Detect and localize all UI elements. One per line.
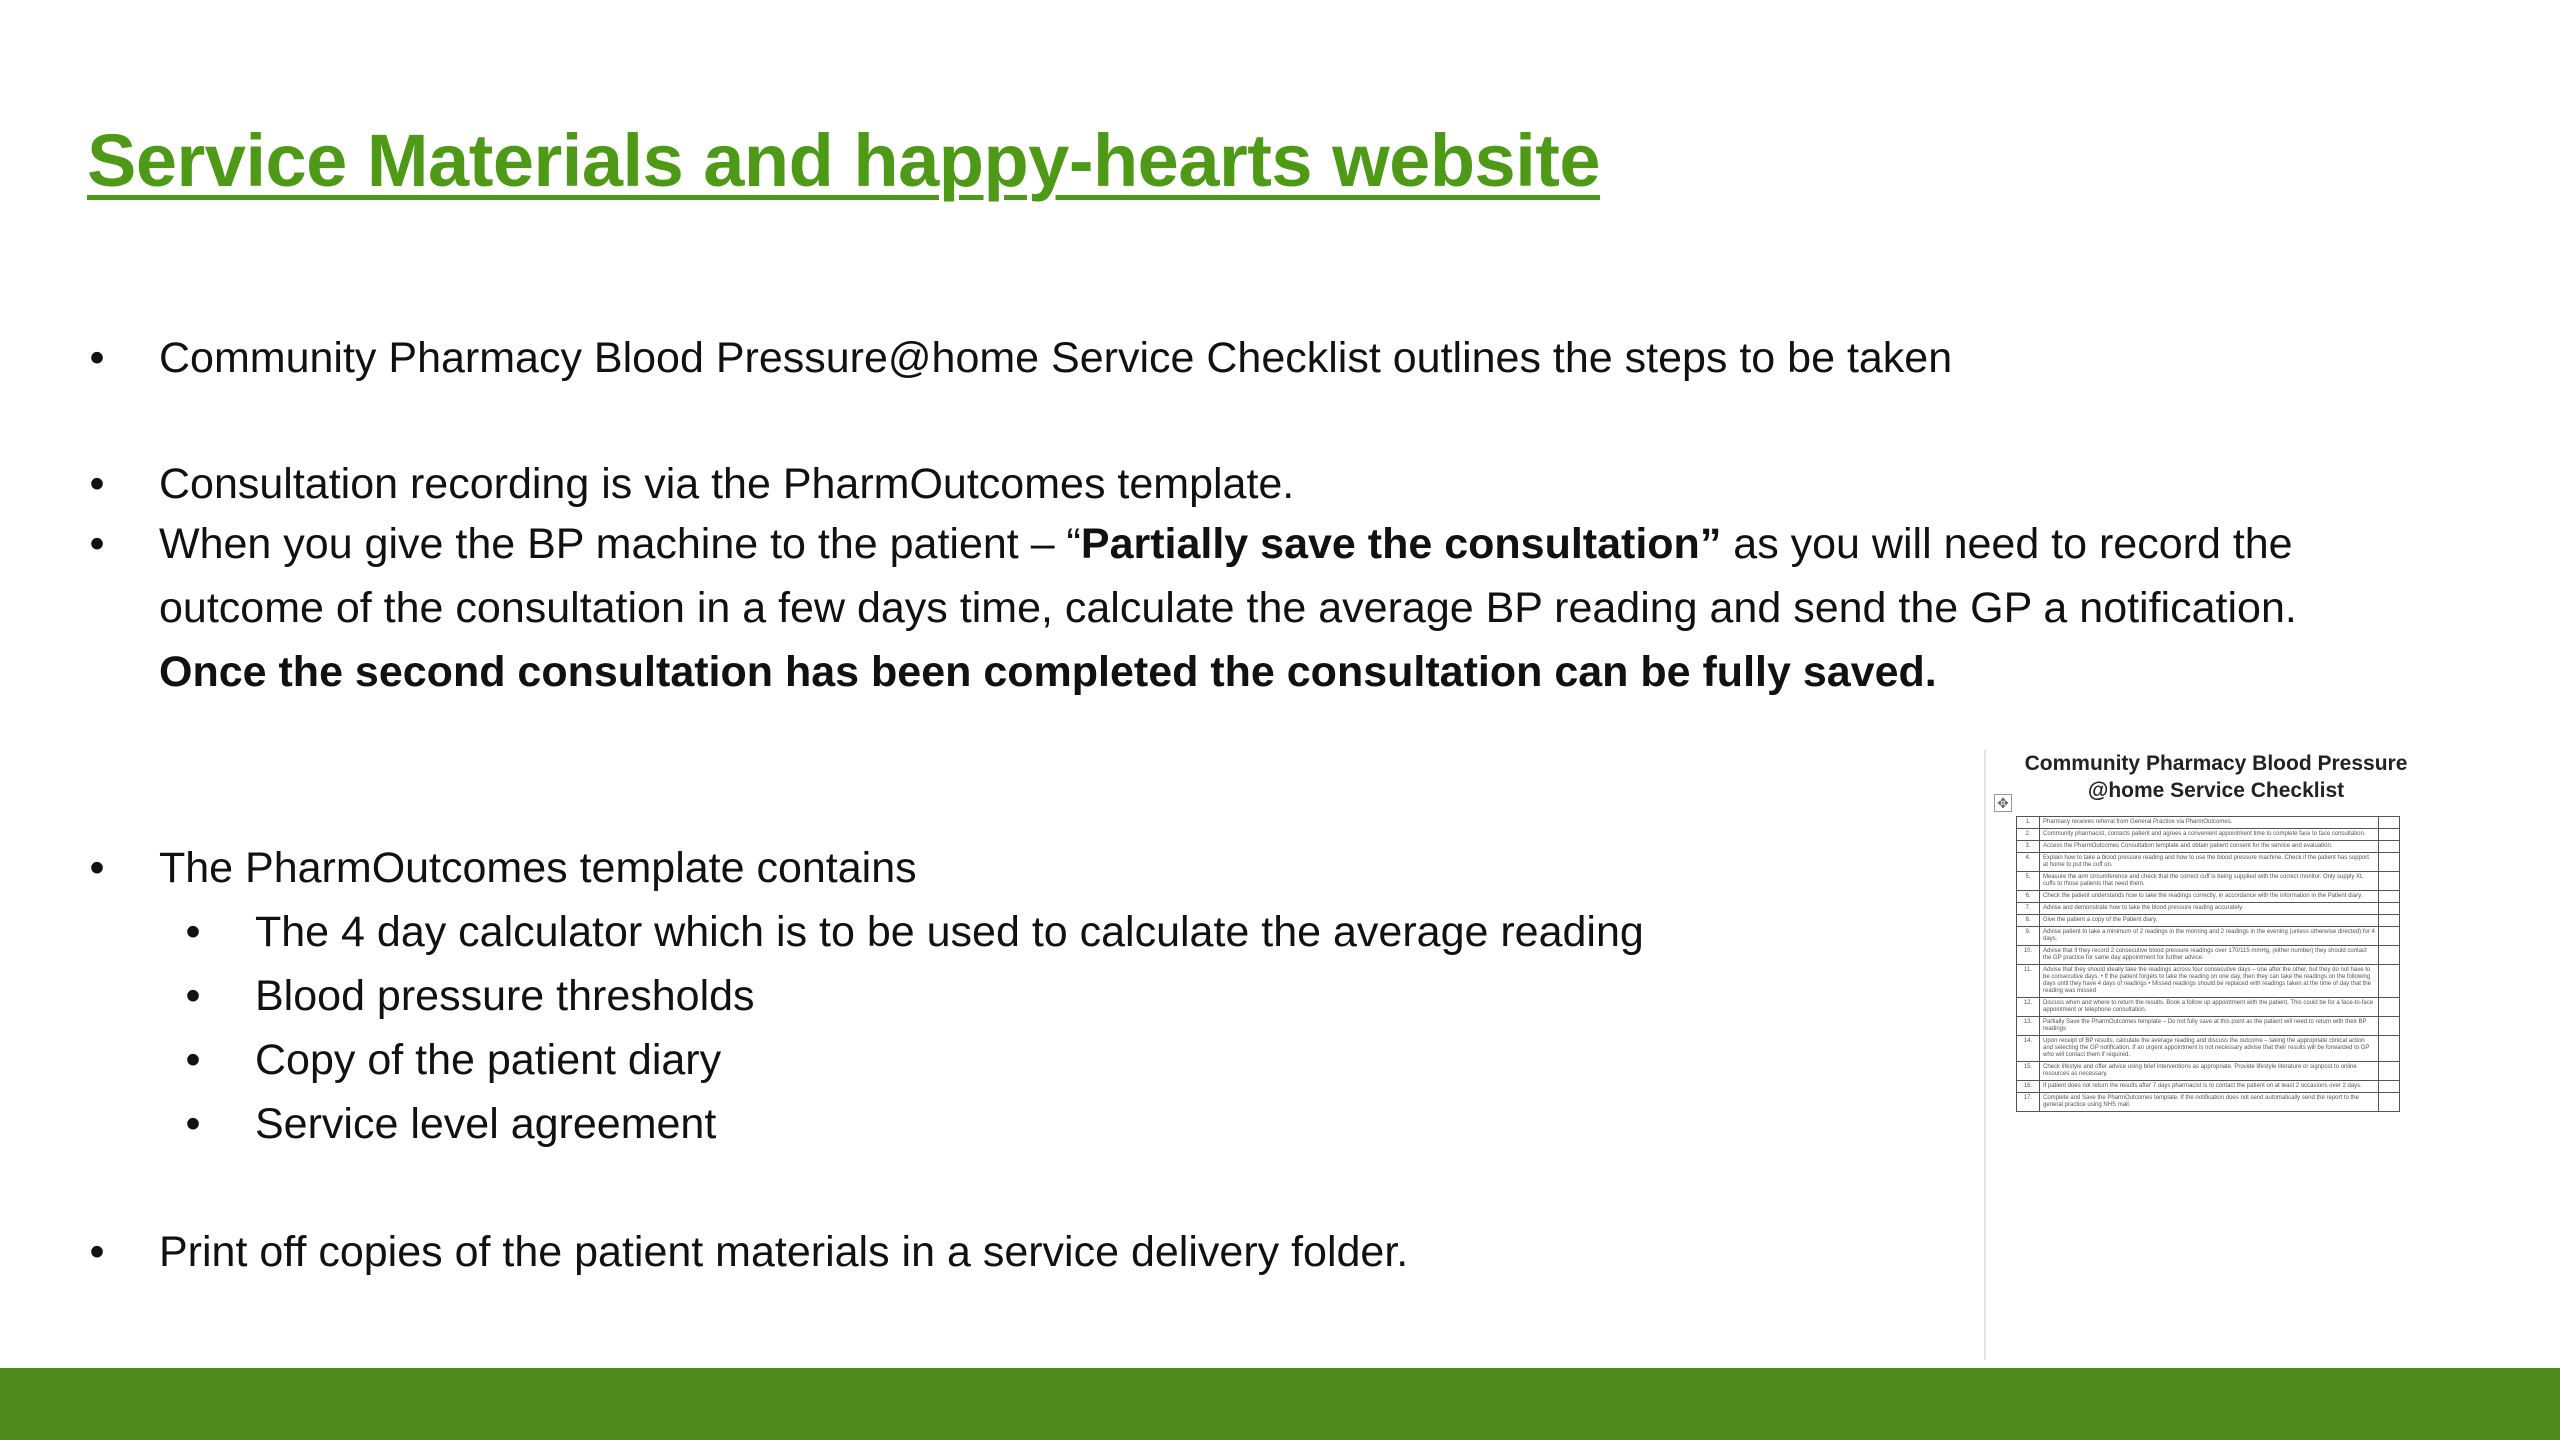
checklist-checkbox-cell: [2379, 915, 2400, 927]
checklist-row-text: Pharmacy receives referral from General Practice via PharmOutcomes.: [2040, 817, 2379, 829]
checklist-row: [2017, 829, 2400, 841]
checklist-row: [2017, 1093, 2400, 1112]
checklist-row: [2017, 841, 2400, 853]
checklist-row: [2017, 891, 2400, 903]
bullet-dot: •: [185, 908, 201, 956]
sub-bullet-text: Service level agreement: [255, 1100, 717, 1148]
checklist-row: [2017, 927, 2400, 946]
bullet-text: Print off copies of the patient materials in a service delivery folder.: [159, 1228, 1409, 1276]
checklist-row-text: Advise and demonstrate how to take the blood pressure reading accurately.: [2040, 903, 2379, 915]
checklist-row-number: 10.: [2017, 946, 2040, 965]
checklist-row: [2017, 1017, 2400, 1036]
bullet-bold-part: Partially save the consultation”: [1080, 520, 1722, 568]
checklist-row-number: 3.: [2017, 841, 2040, 853]
bullet-dot: •: [185, 972, 201, 1020]
checklist-row: [2017, 872, 2400, 891]
checklist-row-number: 16.: [2017, 1081, 2040, 1093]
checklist-checkbox-cell: [2379, 829, 2400, 841]
checklist-row-number: 17.: [2017, 1093, 2040, 1112]
checklist-row-number: 12.: [2017, 998, 2040, 1017]
checklist-row-text: Community pharmacist, contacts patient and agrees a convenient appointment time to complete face to face consultation.: [2040, 829, 2379, 841]
checklist-checkbox-cell: [2379, 853, 2400, 872]
checklist-checkbox-cell: [2379, 1093, 2400, 1112]
bullet-text-part: as you will need to record the outcome of the consultation in a few days time, calculate the average BP reading and send the GP a notification.: [159, 520, 2297, 632]
checklist-row-number: 6.: [2017, 891, 2040, 903]
checklist-checkbox-cell: [2379, 1062, 2400, 1081]
checklist-checkbox-cell: [2379, 1017, 2400, 1036]
bullet-dot: •: [89, 844, 105, 892]
checklist-checkbox-cell: [2379, 891, 2400, 903]
sub-bullet-text: Copy of the patient diary: [255, 1036, 722, 1084]
bullet-dot: •: [89, 520, 105, 568]
checklist-row-number: 2.: [2017, 829, 2040, 841]
checklist-row-text: Check the patient understands how to take the readings correctly, in accordance with the information in the Patient diary.: [2040, 891, 2379, 903]
checklist-row-text: Partially Save the PharmOutcomes template – Do not fully save at this point as the patient will need to return with their BP readings: [2040, 1017, 2379, 1036]
checklist-row-number: 9.: [2017, 927, 2040, 946]
checklist-checkbox-cell: [2379, 946, 2400, 965]
checklist-row: [2017, 1036, 2400, 1062]
checklist-row-text: Discuss when and where to return the results. Book a follow up appointment with the patient. This could be for a face-to-face appointment or telephone consultation.: [2040, 998, 2379, 1017]
checklist-row: [2017, 915, 2400, 927]
checklist-checkbox-cell: [2379, 1081, 2400, 1093]
checklist-row-text: Advise that they should ideally take the readings across four consecutive days – one after the other, but they do not have to be consecutive days. • If the patient forgets to take the reading on one day, then they can take the readings on the following days until they have 4 days of readings • Missed readings should be replaced with readings taken at the time of day that the reading was missed: [2040, 965, 2379, 998]
checklist-row: [2017, 853, 2400, 872]
sub-bullet-text: Blood pressure thresholds: [255, 972, 755, 1020]
checklist-row-number: 1.: [2017, 817, 2040, 829]
checklist-row-text: Explain how to take a blood pressure reading and how to use the blood pressure machine. Check if the patient has support at home to put the cuff on.: [2040, 853, 2379, 872]
bullet-text: Community Pharmacy Blood Pressure@home Service Checklist outlines the steps to be taken: [159, 334, 1953, 382]
checklist-row: [2017, 817, 2400, 829]
checklist-row-text: Check lifestyle and offer advice using brief interventions as appropriate. Provide lifestyle literature or signpost to online resources as necessary.: [2040, 1062, 2379, 1081]
checklist-checkbox-cell: [2379, 817, 2400, 829]
bullet-dot: •: [89, 460, 105, 508]
checklist-row-number: 13.: [2017, 1017, 2040, 1036]
checklist-row: [2017, 1062, 2400, 1081]
checklist-row-text: Upon receipt of BP results, calculate the average reading and discuss the outcome – taking the appropriate clinical action and selecting the GP notification. If an urgent appointment is not necessary advise that their results will be forwarded to GP who will contact them if required.: [2040, 1036, 2379, 1062]
checklist-row-number: 7.: [2017, 903, 2040, 915]
bullet-dot: •: [185, 1100, 201, 1148]
checklist-row-text: Advise that if they record 2 consecutive blood pressure readings over 170/115 mmHg, (either number) they should contact the GP practice for same day appointment for further advice.: [2040, 946, 2379, 965]
bullet-partial-save: [159, 512, 2339, 704]
checklist-checkbox-cell: [2379, 927, 2400, 946]
checklist-row: [2017, 946, 2400, 965]
checklist-row-number: 4.: [2017, 853, 2040, 872]
checklist-title-line: @home Service Checklist: [2087, 779, 2345, 802]
bullet-dot: •: [89, 334, 105, 382]
checklist-row-number: 8.: [2017, 915, 2040, 927]
bullet-dot: •: [185, 1036, 201, 1084]
checklist-row-text: Give the patient a copy of the Patient diary.: [2040, 915, 2379, 927]
checklist-row: [2017, 903, 2400, 915]
checklist-checkbox-cell: [2379, 872, 2400, 891]
checklist-row-number: 14.: [2017, 1036, 2040, 1062]
checklist-row-number: 15.: [2017, 1062, 2040, 1081]
checklist-checkbox-cell: [2379, 1036, 2400, 1062]
checklist-title-line: Community Pharmacy Blood Pressure: [2024, 752, 2408, 775]
checklist-row: [2017, 965, 2400, 998]
bullet-text: Consultation recording is via the PharmOutcomes template.: [159, 460, 1295, 508]
bullet-text: The PharmOutcomes template contains: [159, 844, 917, 892]
footer-bar: [0, 1368, 2560, 1440]
table-move-handle-icon[interactable]: ✥: [1994, 794, 2012, 812]
slide-title: Service Materials and happy-hearts website: [87, 119, 1601, 202]
bullet-bold-part: Once the second consultation has been completed the consultation can be fully saved.: [159, 648, 1937, 696]
checklist-row-number: 5.: [2017, 872, 2040, 891]
bullet-text-part: When you give the BP machine to the patient – “: [159, 520, 1081, 568]
bullet-dot: •: [89, 1228, 105, 1276]
checklist-thumbnail: [1984, 750, 2446, 1360]
checklist-checkbox-cell: [2379, 998, 2400, 1017]
checklist-row-text: Access the PharmOutcomes Consultation template and obtain patient consent for the service and evaluation.: [2040, 841, 2379, 853]
checklist-row-text: Complete and Save the PharmOutcomes template. If the notification does not send automatically send the report to the general practice using NHS mail.: [2040, 1093, 2379, 1112]
checklist-checkbox-cell: [2379, 965, 2400, 998]
checklist-title: [1986, 750, 2446, 804]
checklist-table: [2016, 816, 2400, 1112]
checklist-row: [2017, 1081, 2400, 1093]
checklist-row-text: If patient does not return the results after 7 days pharmacist is to contact the patient on at least 2 occasions over 2 days.: [2040, 1081, 2379, 1093]
sub-bullet-text: The 4 day calculator which is to be used to calculate the average reading: [255, 908, 1644, 956]
checklist-row-text: Measure the arm circumference and check that the correct cuff is being supplied with the correct monitor. Only supply XL cuffs to those patients that need them.: [2040, 872, 2379, 891]
checklist-row-number: 11.: [2017, 965, 2040, 998]
checklist-checkbox-cell: [2379, 841, 2400, 853]
checklist-row-text: Advise patient to take a minimum of 2 readings in the morning and 2 readings in the evening (unless otherwise directed) for 4 days.: [2040, 927, 2379, 946]
checklist-row: [2017, 998, 2400, 1017]
checklist-checkbox-cell: [2379, 903, 2400, 915]
